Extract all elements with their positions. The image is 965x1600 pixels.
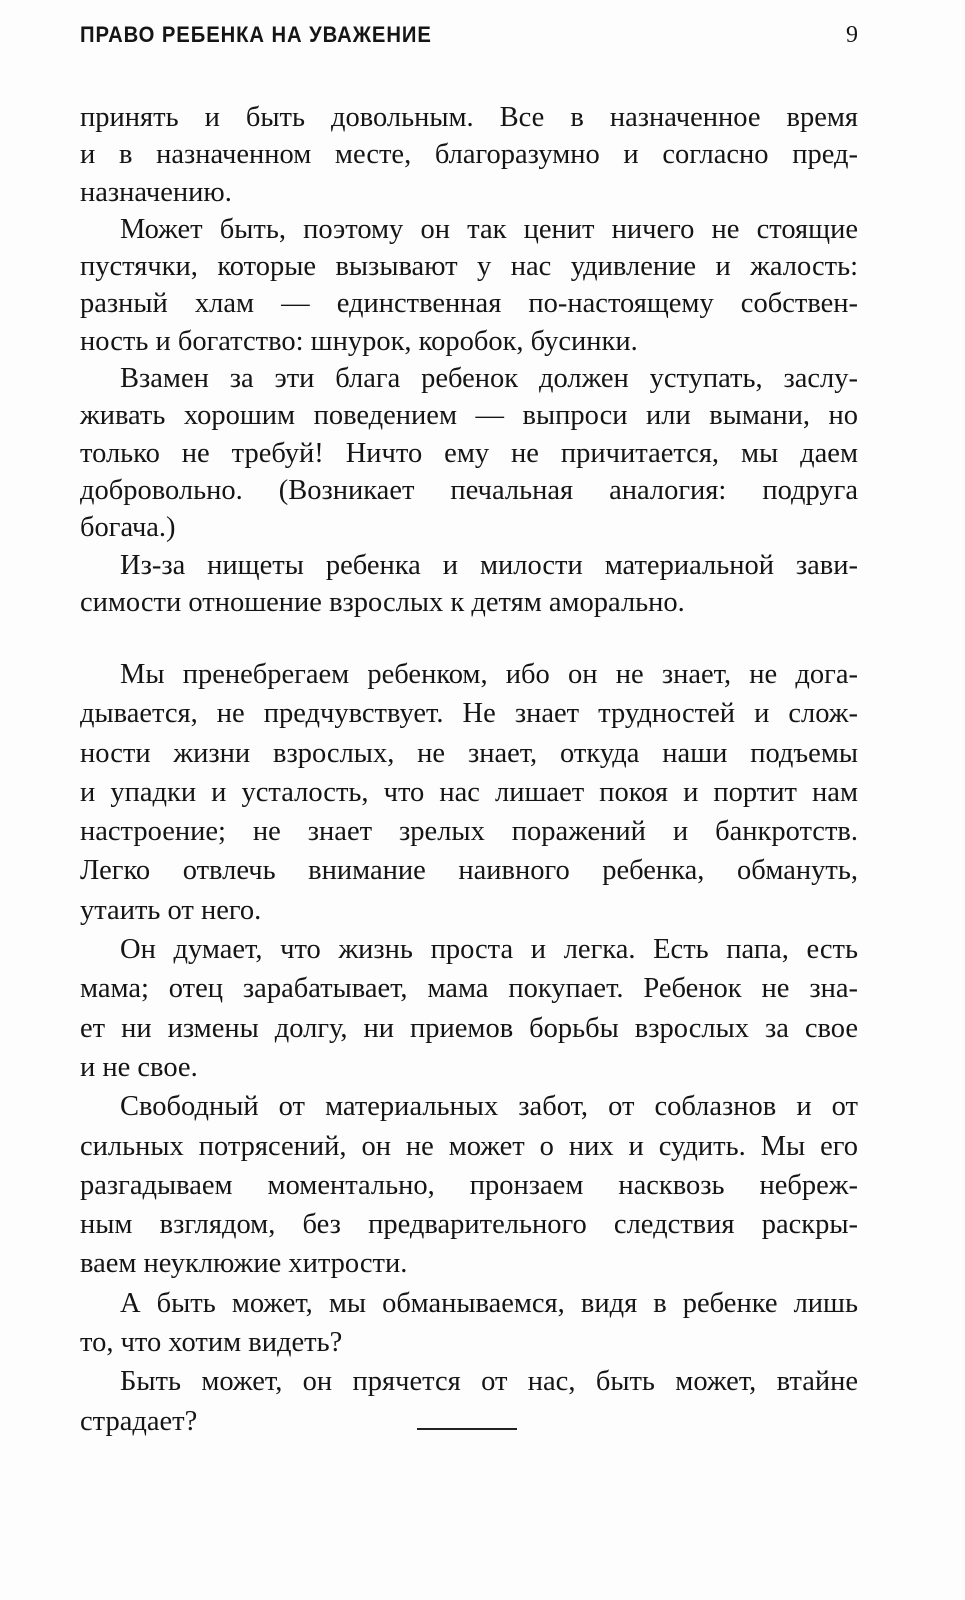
paragraph xyxy=(80,547,858,622)
text-line: Взамен за эти блага ребенок должен уступать, заслу- xyxy=(120,363,858,395)
text-line: и не свое. xyxy=(80,1051,198,1083)
running-title: ПРАВО РЕБЕНКА НА УВАЖЕНИЕ xyxy=(80,22,432,47)
text-line: назначению. xyxy=(80,176,232,208)
text-line: то, что хотим видеть? xyxy=(80,1327,343,1359)
paragraph xyxy=(80,1087,858,1283)
paragraph xyxy=(80,99,858,211)
text-line: мама; отец зарабатывает, мама покупает. Ребенок не зна- xyxy=(80,973,858,1005)
text-line: симости отношение взрослых к детям аморально. xyxy=(80,586,685,618)
text-line: пустячки, которые вызывают у нас удивление и жалость: xyxy=(80,251,858,283)
text-line: страдает? xyxy=(80,1405,198,1437)
text-line: принять и быть довольным. Все в назначенное время xyxy=(80,102,858,133)
text-line: добровольно. (Возникает печальная аналогия: подруга xyxy=(80,474,858,506)
text-line: Из-за нищеты ребенка и милости материальной зави- xyxy=(120,549,858,581)
text-line: разгадываем моментально, пронзаем насквозь небреж- xyxy=(80,1169,858,1201)
text-line: ваем неуклюжие хитрости. xyxy=(80,1248,408,1280)
text-section-1 xyxy=(80,99,858,621)
paragraph xyxy=(80,211,858,360)
paragraph xyxy=(80,930,858,1087)
text-line: ет ни измены долгу, ни приемов борьбы взрослых за свое xyxy=(80,1012,858,1044)
text-line: и в назначенном месте, благоразумно и согласно пред- xyxy=(80,139,858,171)
text-line: ность и богатство: шнурок, коробок, бусинки. xyxy=(80,325,638,357)
text-line: разный хлам — единственная по-настоящему собствен- xyxy=(80,288,858,320)
text-line: и упадки и усталость, что нас лишает покоя и портит нам xyxy=(80,776,858,808)
text-line: Мы пренебрегаем ребенком, ибо он не знает, не дога- xyxy=(120,659,858,690)
text-section-2 xyxy=(80,655,858,1441)
paragraph xyxy=(80,1284,858,1363)
text-line: сильных потрясений, он не может о них и судить. Мы его xyxy=(80,1130,858,1162)
paragraph xyxy=(80,360,858,546)
text-line: утаить от него. xyxy=(80,894,262,926)
text-line: ности жизни взрослых, не знает, откуда наши подъемы xyxy=(80,737,858,769)
text-line: живать хорошим поведением — выпроси или вымани, но xyxy=(80,400,858,432)
running-header xyxy=(80,22,858,56)
paragraph xyxy=(80,655,858,930)
text-line: А быть может, мы обманываемся, видя в ребенке лишь xyxy=(120,1287,858,1319)
text-line: Легко отвлечь внимание наивного ребенка, обмануть, xyxy=(80,855,858,887)
text-line: Быть может, он прячется от нас, быть может, втайне xyxy=(120,1366,858,1398)
text-line: настроение; не знает зрелых поражений и банкротств. xyxy=(80,816,858,848)
text-line: Свободный от материальных забот, от соблазнов и от xyxy=(120,1091,858,1123)
text-line: Он думает, что жизнь проста и легка. Есть папа, есть xyxy=(120,934,858,966)
page-number: 9 xyxy=(846,22,858,48)
text-line: только не требуй! Ничто ему не причитается, мы даем xyxy=(80,437,858,469)
text-line: дывается, не предчувствует. Не знает трудностей и слож- xyxy=(80,698,858,730)
section-end-rule xyxy=(417,1428,517,1430)
text-line: Может быть, поэтому он так ценит ничего не стоящие xyxy=(120,213,858,245)
text-line: ным взглядом, без предварительного следствия раскры- xyxy=(80,1209,858,1241)
text-line: богача.) xyxy=(80,512,176,544)
